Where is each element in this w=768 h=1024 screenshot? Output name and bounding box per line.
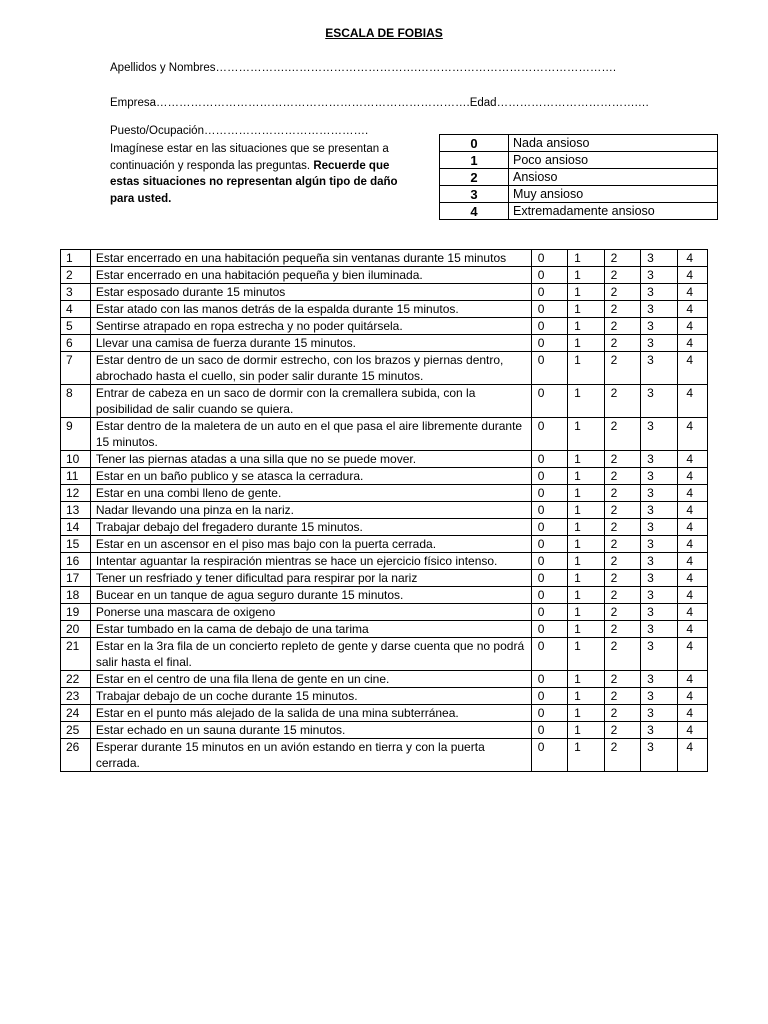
table-row	[61, 451, 708, 468]
score-option-0[interactable]: 0	[531, 468, 567, 485]
score-option-1[interactable]: 1	[568, 739, 604, 772]
score-option-0[interactable]: 0	[531, 519, 567, 536]
score-option-3[interactable]: 3	[641, 502, 677, 519]
score-option-0[interactable]: 0	[531, 621, 567, 638]
score-option-0[interactable]: 0	[531, 688, 567, 705]
score-option-1[interactable]: 1	[568, 284, 604, 301]
score-option-4[interactable]: 4	[677, 502, 707, 519]
score-option-2[interactable]: 2	[604, 739, 640, 772]
score-option-1[interactable]: 1	[568, 570, 604, 587]
legend-key: 3	[440, 186, 509, 203]
table-row	[61, 250, 708, 267]
score-option-3[interactable]: 3	[641, 688, 677, 705]
item-number: 26	[61, 739, 91, 772]
legend-key: 2	[440, 169, 509, 186]
legend-row	[440, 186, 718, 203]
item-text: Trabajar debajo del fregadero durante 15 minutos.	[90, 519, 531, 536]
score-option-3[interactable]: 3	[641, 671, 677, 688]
score-option-0[interactable]: 0	[531, 318, 567, 335]
score-option-1[interactable]: 1	[568, 638, 604, 671]
instructions-bold-text: Recuerde que estas situaciones no representan algún tipo de daño para usted.	[110, 159, 398, 205]
score-option-0[interactable]: 0	[531, 705, 567, 722]
item-text: Estar en un ascensor en el piso mas bajo con la puerta cerrada.	[90, 536, 531, 553]
item-number: 25	[61, 722, 91, 739]
score-option-2[interactable]: 2	[604, 301, 640, 318]
score-option-3[interactable]: 3	[641, 418, 677, 451]
item-text: Bucear en un tanque de agua seguro durante 15 minutos.	[90, 587, 531, 604]
score-option-2[interactable]: 2	[604, 451, 640, 468]
item-text: Estar tumbado en la cama de debajo de una tarima	[90, 621, 531, 638]
score-option-2[interactable]: 2	[604, 705, 640, 722]
legend-row	[440, 203, 718, 220]
legend-key: 1	[440, 152, 509, 169]
item-number: 2	[61, 267, 91, 284]
item-number: 13	[61, 502, 91, 519]
table-row	[61, 352, 708, 385]
score-option-0[interactable]: 0	[531, 570, 567, 587]
item-number: 18	[61, 587, 91, 604]
table-row	[61, 318, 708, 335]
score-option-1[interactable]: 1	[568, 671, 604, 688]
item-number: 1	[61, 250, 91, 267]
score-option-3[interactable]: 3	[641, 335, 677, 352]
score-option-4[interactable]: 4	[677, 519, 707, 536]
score-option-1[interactable]: 1	[568, 385, 604, 418]
item-text: Esperar durante 15 minutos en un avión estando en tierra y con la puerta cerrada.	[90, 739, 531, 772]
score-option-3[interactable]: 3	[641, 352, 677, 385]
item-number: 8	[61, 385, 91, 418]
score-option-0[interactable]: 0	[531, 638, 567, 671]
score-option-1[interactable]: 1	[568, 502, 604, 519]
item-number: 7	[61, 352, 91, 385]
score-option-2[interactable]: 2	[604, 250, 640, 267]
table-row	[61, 519, 708, 536]
item-text: Sentirse atrapado en ropa estrecha y no poder quitársela.	[90, 318, 531, 335]
score-option-2[interactable]: 2	[604, 604, 640, 621]
nombres-field: Apellidos y Nombres……………….…………………………….…………………………………………….	[110, 62, 617, 74]
score-option-1[interactable]: 1	[568, 318, 604, 335]
instructions	[110, 141, 410, 207]
score-option-3[interactable]: 3	[641, 587, 677, 604]
legend-label: Muy ansioso	[509, 186, 718, 203]
score-option-4[interactable]: 4	[677, 587, 707, 604]
item-number: 6	[61, 335, 91, 352]
table-row	[61, 485, 708, 502]
item-number: 5	[61, 318, 91, 335]
score-option-4[interactable]: 4	[677, 352, 707, 385]
score-option-4[interactable]: 4	[677, 621, 707, 638]
item-text: Estar encerrado en una habitación pequeña y bien iluminada.	[90, 267, 531, 284]
score-option-3[interactable]: 3	[641, 485, 677, 502]
item-number: 4	[61, 301, 91, 318]
item-number: 20	[61, 621, 91, 638]
score-option-3[interactable]: 3	[641, 301, 677, 318]
score-option-0[interactable]: 0	[531, 739, 567, 772]
score-option-1[interactable]: 1	[568, 418, 604, 451]
legend-row	[440, 135, 718, 152]
legend-table	[439, 134, 718, 220]
score-option-2[interactable]: 2	[604, 671, 640, 688]
item-text: Nadar llevando una pinza en la nariz.	[90, 502, 531, 519]
legend-row	[440, 169, 718, 186]
score-option-3[interactable]: 3	[641, 570, 677, 587]
table-row	[61, 335, 708, 352]
table-row	[61, 553, 708, 570]
score-option-4[interactable]: 4	[677, 250, 707, 267]
score-option-3[interactable]: 3	[641, 284, 677, 301]
legend-label: Ansioso	[509, 169, 718, 186]
score-option-0[interactable]: 0	[531, 587, 567, 604]
item-number: 3	[61, 284, 91, 301]
item-number: 10	[61, 451, 91, 468]
item-text: Trabajar debajo de un coche durante 15 minutos.	[90, 688, 531, 705]
score-option-3[interactable]: 3	[641, 553, 677, 570]
score-option-0[interactable]: 0	[531, 352, 567, 385]
score-option-3[interactable]: 3	[641, 705, 677, 722]
score-option-1[interactable]: 1	[568, 352, 604, 385]
score-option-1[interactable]: 1	[568, 267, 604, 284]
score-option-3[interactable]: 3	[641, 385, 677, 418]
score-option-0[interactable]: 0	[531, 267, 567, 284]
legend-row	[440, 152, 718, 169]
score-option-1[interactable]: 1	[568, 587, 604, 604]
score-option-1[interactable]: 1	[568, 301, 604, 318]
item-text: Estar echado en un sauna durante 15 minutos.	[90, 722, 531, 739]
item-text: Estar dentro de la maletera de un auto en el que pasa el aire libremente durante 15 minutos.	[90, 418, 531, 451]
score-option-1[interactable]: 1	[568, 688, 604, 705]
item-number: 17	[61, 570, 91, 587]
score-option-0[interactable]: 0	[531, 553, 567, 570]
score-option-1[interactable]: 1	[568, 621, 604, 638]
legend-key: 4	[440, 203, 509, 220]
item-text: Intentar aguantar la respiración mientras se hace un ejercicio físico intenso.	[90, 553, 531, 570]
item-text: Tener las piernas atadas a una silla que no se puede mover.	[90, 451, 531, 468]
table-row	[61, 468, 708, 485]
score-option-4[interactable]: 4	[677, 638, 707, 671]
score-option-0[interactable]: 0	[531, 418, 567, 451]
legend-label: Nada ansioso	[509, 135, 718, 152]
table-row	[61, 604, 708, 621]
table-row	[61, 284, 708, 301]
score-option-4[interactable]: 4	[677, 722, 707, 739]
score-option-2[interactable]: 2	[604, 570, 640, 587]
legend-label: Extremadamente ansioso	[509, 203, 718, 220]
score-option-2[interactable]: 2	[604, 418, 640, 451]
table-row	[61, 301, 708, 318]
legend-label: Poco ansioso	[509, 152, 718, 169]
score-option-0[interactable]: 0	[531, 451, 567, 468]
item-text: Estar en la 3ra fila de un concierto repleto de gente y darse cuenta que no podrá salir hasta el final.	[90, 638, 531, 671]
item-text: Entrar de cabeza en un saco de dormir con la cremallera subida, con la posibilidad de salir cuando se quiera.	[90, 385, 531, 418]
item-text: Estar en una combi lleno de gente.	[90, 485, 531, 502]
score-option-2[interactable]: 2	[604, 335, 640, 352]
item-number: 14	[61, 519, 91, 536]
score-option-2[interactable]: 2	[604, 519, 640, 536]
score-option-4[interactable]: 4	[677, 570, 707, 587]
score-option-0[interactable]: 0	[531, 385, 567, 418]
score-option-3[interactable]: 3	[641, 604, 677, 621]
item-text: Tener un resfriado y tener dificultad para respirar por la nariz	[90, 570, 531, 587]
score-option-0[interactable]: 0	[531, 485, 567, 502]
score-option-2[interactable]: 2	[604, 553, 640, 570]
score-option-0[interactable]: 0	[531, 284, 567, 301]
score-option-4[interactable]: 4	[677, 671, 707, 688]
score-option-2[interactable]: 2	[604, 536, 640, 553]
score-option-0[interactable]: 0	[531, 301, 567, 318]
score-option-2[interactable]: 2	[604, 638, 640, 671]
score-option-0[interactable]: 0	[531, 250, 567, 267]
item-number: 9	[61, 418, 91, 451]
item-number: 15	[61, 536, 91, 553]
score-option-3[interactable]: 3	[641, 267, 677, 284]
score-option-2[interactable]: 2	[604, 267, 640, 284]
score-option-3[interactable]: 3	[641, 250, 677, 267]
score-option-3[interactable]: 3	[641, 739, 677, 772]
score-option-4[interactable]: 4	[677, 705, 707, 722]
page-title: ESCALA DE FOBIAS	[325, 26, 443, 40]
score-option-4[interactable]: 4	[677, 485, 707, 502]
score-option-4[interactable]: 4	[677, 267, 707, 284]
item-text: Estar en el centro de una fila llena de gente en un cine.	[90, 671, 531, 688]
table-row	[61, 621, 708, 638]
score-option-4[interactable]: 4	[677, 536, 707, 553]
instructions-text: Imagínese estar en las situaciones que se presentan a continuación y responda las preguntas.	[110, 143, 389, 172]
score-option-4[interactable]: 4	[677, 318, 707, 335]
item-number: 24	[61, 705, 91, 722]
score-option-3[interactable]: 3	[641, 519, 677, 536]
score-option-3[interactable]: 3	[641, 621, 677, 638]
score-option-0[interactable]: 0	[531, 722, 567, 739]
score-option-2[interactable]: 2	[604, 688, 640, 705]
score-option-3[interactable]: 3	[641, 638, 677, 671]
score-option-3[interactable]: 3	[641, 451, 677, 468]
table-row	[61, 722, 708, 739]
score-option-1[interactable]: 1	[568, 536, 604, 553]
score-option-4[interactable]: 4	[677, 385, 707, 418]
score-option-2[interactable]: 2	[604, 385, 640, 418]
score-option-1[interactable]: 1	[568, 604, 604, 621]
score-option-1[interactable]: 1	[568, 335, 604, 352]
score-option-1[interactable]: 1	[568, 519, 604, 536]
table-row	[61, 267, 708, 284]
score-option-3[interactable]: 3	[641, 536, 677, 553]
score-option-3[interactable]: 3	[641, 318, 677, 335]
items-table	[60, 249, 708, 772]
score-option-4[interactable]: 4	[677, 301, 707, 318]
score-option-4[interactable]: 4	[677, 739, 707, 772]
item-text: Estar encerrado en una habitación pequeña sin ventanas durante 15 minutos	[90, 250, 531, 267]
score-option-4[interactable]: 4	[677, 284, 707, 301]
score-option-2[interactable]: 2	[604, 502, 640, 519]
score-option-3[interactable]: 3	[641, 722, 677, 739]
item-text: Llevar una camisa de fuerza durante 15 minutos.	[90, 335, 531, 352]
score-option-0[interactable]: 0	[531, 604, 567, 621]
table-row	[61, 688, 708, 705]
item-number: 22	[61, 671, 91, 688]
score-option-4[interactable]: 4	[677, 451, 707, 468]
score-option-0[interactable]: 0	[531, 502, 567, 519]
item-number: 11	[61, 468, 91, 485]
puesto-field: Puesto/Ocupación…………………………………….	[110, 125, 369, 137]
score-option-0[interactable]: 0	[531, 335, 567, 352]
score-option-2[interactable]: 2	[604, 722, 640, 739]
item-text: Estar en el punto más alejado de la salida de una mina subterránea.	[90, 705, 531, 722]
score-option-1[interactable]: 1	[568, 485, 604, 502]
empresa-edad-field: Empresa……………………………………………………………………….Edad……………………………….…	[110, 97, 650, 109]
score-option-2[interactable]: 2	[604, 587, 640, 604]
table-row	[61, 739, 708, 772]
score-option-2[interactable]: 2	[604, 318, 640, 335]
score-option-2[interactable]: 2	[604, 284, 640, 301]
item-text: Ponerse una mascara de oxigeno	[90, 604, 531, 621]
score-option-1[interactable]: 1	[568, 451, 604, 468]
table-row	[61, 536, 708, 553]
item-number: 21	[61, 638, 91, 671]
score-option-1[interactable]: 1	[568, 250, 604, 267]
score-option-2[interactable]: 2	[604, 352, 640, 385]
score-option-2[interactable]: 2	[604, 468, 640, 485]
table-row	[61, 638, 708, 671]
score-option-0[interactable]: 0	[531, 536, 567, 553]
score-option-4[interactable]: 4	[677, 688, 707, 705]
score-option-4[interactable]: 4	[677, 553, 707, 570]
item-number: 23	[61, 688, 91, 705]
item-text: Estar esposado durante 15 minutos	[90, 284, 531, 301]
score-option-4[interactable]: 4	[677, 335, 707, 352]
score-option-4[interactable]: 4	[677, 604, 707, 621]
score-option-0[interactable]: 0	[531, 671, 567, 688]
score-option-4[interactable]: 4	[677, 418, 707, 451]
table-row	[61, 385, 708, 418]
score-option-1[interactable]: 1	[568, 722, 604, 739]
score-option-1[interactable]: 1	[568, 705, 604, 722]
table-row	[61, 418, 708, 451]
table-row	[61, 587, 708, 604]
score-option-3[interactable]: 3	[641, 468, 677, 485]
item-text: Estar atado con las manos detrás de la espalda durante 15 minutos.	[90, 301, 531, 318]
score-option-4[interactable]: 4	[677, 468, 707, 485]
score-option-1[interactable]: 1	[568, 553, 604, 570]
item-number: 19	[61, 604, 91, 621]
table-row	[61, 502, 708, 519]
item-number: 12	[61, 485, 91, 502]
score-option-1[interactable]: 1	[568, 468, 604, 485]
legend-key: 0	[440, 135, 509, 152]
item-number: 16	[61, 553, 91, 570]
score-option-2[interactable]: 2	[604, 621, 640, 638]
table-row	[61, 570, 708, 587]
table-row	[61, 671, 708, 688]
item-text: Estar dentro de un saco de dormir estrecho, con los brazos y piernas dentro, abrochado hasta el cuello, sin poder salir durante 15 minutos.	[90, 352, 531, 385]
score-option-2[interactable]: 2	[604, 485, 640, 502]
item-text: Estar en un baño publico y se atasca la cerradura.	[90, 468, 531, 485]
table-row	[61, 705, 708, 722]
